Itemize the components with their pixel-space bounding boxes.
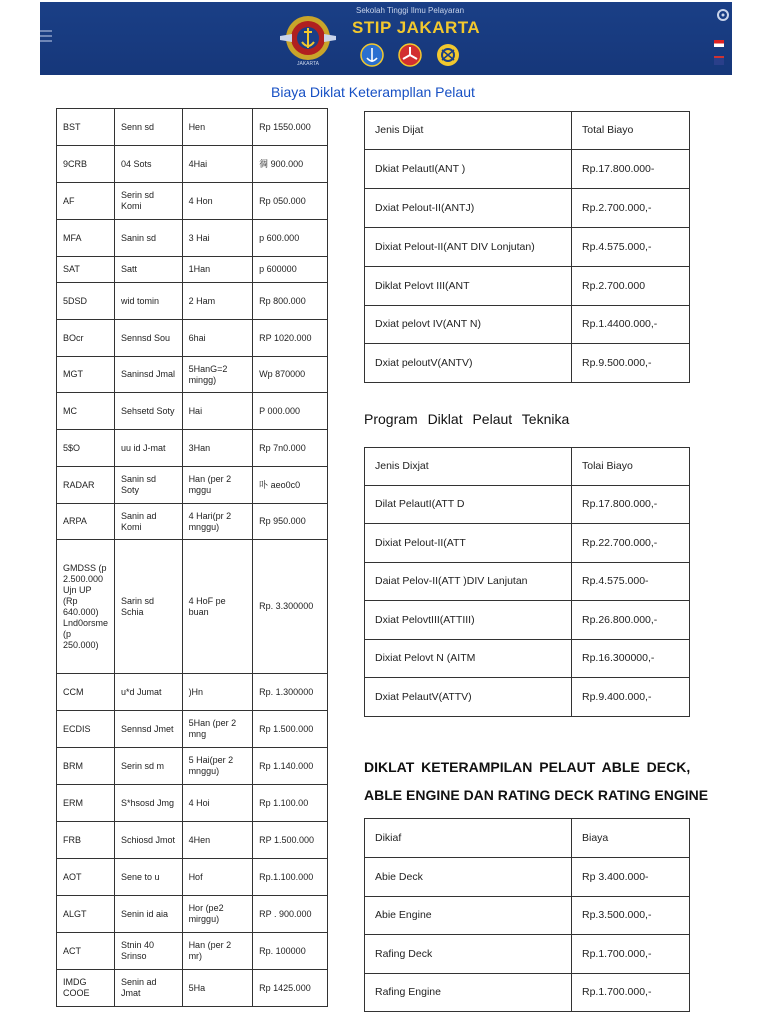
skills-cost-table — [56, 108, 328, 1007]
course-schedule: S*hsosd Jmg — [115, 785, 183, 822]
course-schedule: Sanin sd Soty — [115, 467, 183, 504]
menu-icon[interactable] — [40, 30, 52, 44]
course-code: ERM — [57, 785, 115, 822]
course-schedule: Senin id aia — [115, 896, 183, 933]
course-cost: Rp 950.000 — [253, 504, 328, 540]
course-cost: RP 1020.000 — [253, 320, 328, 357]
course-schedule: Sanin ad Komi — [115, 504, 183, 540]
table-row — [57, 283, 328, 320]
emblem-icon — [278, 8, 338, 68]
department-icons — [358, 42, 478, 68]
course-name: Dilat PelautI(ATT D — [365, 486, 572, 524]
table-row — [365, 601, 690, 640]
course-duration: 4 HoF pe buan — [182, 540, 253, 674]
course-schedule: Sanin sd — [115, 220, 183, 257]
course-cost: Rp 1.140.000 — [253, 748, 328, 785]
table-row — [57, 430, 328, 467]
table-row — [365, 858, 690, 897]
course-code: ALGT — [57, 896, 115, 933]
course-cost: Rp 3.400.000- — [572, 858, 690, 897]
table-row — [365, 897, 690, 935]
course-name: Dxiat peloutV(ANTV) — [365, 344, 572, 383]
course-duration: 4Hen — [182, 822, 253, 859]
course-name: Dxiat PelautV(ATTV) — [365, 678, 572, 717]
section-heading-rating-line1: DIKLAT KETERAMPILAN PELAUT ABLE DECK, — [364, 759, 691, 775]
course-name: Daiat Pelov-II(ATT )DIV Lanjutan — [365, 563, 572, 601]
table-row — [365, 563, 690, 601]
course-name: Dixiat Pelout-II(ANT DIV Lonjutan) — [365, 228, 572, 267]
table-row — [57, 822, 328, 859]
table-row — [365, 974, 690, 1012]
course-name: Abie Deck — [365, 858, 572, 897]
course-cost: Rp.3.500.000,- — [572, 897, 690, 935]
course-schedule: Sarin sd Schia — [115, 540, 183, 674]
course-cost: Rp 800.000 — [253, 283, 328, 320]
table-row — [365, 486, 690, 524]
course-cost: Rp. 100000 — [253, 933, 328, 970]
course-cost: 卟 aeo0c0 — [253, 467, 328, 504]
course-code: MC — [57, 393, 115, 430]
course-duration: 4 Hon — [182, 183, 253, 220]
table-row — [57, 785, 328, 822]
course-code: ARPA — [57, 504, 115, 540]
course-code: BRM — [57, 748, 115, 785]
page-title: Biaya Diklat Keterampllan Pelaut — [271, 84, 475, 100]
course-code: SAT — [57, 257, 115, 283]
table-row — [57, 970, 328, 1007]
course-name: Rafing Engine — [365, 974, 572, 1012]
course-duration: 3Han — [182, 430, 253, 467]
course-cost: Rp 1.100.00 — [253, 785, 328, 822]
course-name: Dixiat Pelovt N (AITM — [365, 640, 572, 678]
course-code: MFA — [57, 220, 115, 257]
course-schedule: Stnin 40 Srinso — [115, 933, 183, 970]
column-header-name: Jenis Dixjat — [365, 448, 572, 486]
table-row — [57, 933, 328, 970]
course-cost: Rp.1.700.000,- — [572, 935, 690, 974]
course-cost: p 600000 — [253, 257, 328, 283]
table-row — [57, 504, 328, 540]
course-code: BOcr — [57, 320, 115, 357]
course-code: 9CRB — [57, 146, 115, 183]
table-row — [57, 467, 328, 504]
course-schedule: Serin sd Komi — [115, 183, 183, 220]
table-row — [365, 678, 690, 717]
table-row — [57, 220, 328, 257]
column-header-cost: Total Biayo — [572, 112, 690, 150]
nautika-cost-table — [364, 111, 690, 383]
table-row — [57, 711, 328, 748]
teknika-cost-table — [364, 447, 690, 717]
course-duration: 5Ha — [182, 970, 253, 1007]
table-row — [57, 257, 328, 283]
course-schedule: Senin ad Jmat — [115, 970, 183, 1007]
table-row — [57, 674, 328, 711]
course-name: Dxiat PelovtIII(ATTIII) — [365, 601, 572, 640]
course-code: AOT — [57, 859, 115, 896]
course-code: 5DSD — [57, 283, 115, 320]
column-header-cost: Biaya — [572, 819, 690, 858]
gear-icon[interactable] — [716, 8, 730, 22]
course-schedule: u*d Jumat — [115, 674, 183, 711]
table-row — [365, 267, 690, 306]
table-row — [365, 306, 690, 344]
course-cost: Rp. 1.300000 — [253, 674, 328, 711]
course-duration: )Hn — [182, 674, 253, 711]
course-code: BST — [57, 109, 115, 146]
course-cost: Rp 7n0.000 — [253, 430, 328, 467]
course-duration: 5Han (per 2 mng — [182, 711, 253, 748]
institution-tagline: Sekolah Tinggi Ilmu Pelayaran — [356, 6, 465, 15]
section-heading-teknika: Program Diklat Pelaut Teknika — [364, 411, 570, 427]
course-duration: 5HanG=2 mingg) — [182, 357, 253, 393]
table-row — [57, 183, 328, 220]
course-schedule: Sennsd Jmet — [115, 711, 183, 748]
course-schedule: Senn sd — [115, 109, 183, 146]
course-cost: p 600.000 — [253, 220, 328, 257]
table-row — [57, 748, 328, 785]
course-cost: Rp.1.4400.000,- — [572, 306, 690, 344]
course-cost: Rp.1.100.000 — [253, 859, 328, 896]
course-cost: Rp.9.400.000,- — [572, 678, 690, 717]
course-cost: Rp 050.000 — [253, 183, 328, 220]
emblem-caption: JAKARTA — [296, 61, 320, 67]
table-row — [365, 344, 690, 383]
course-name: Dxiat pelovt IV(ANT N) — [365, 306, 572, 344]
course-duration: Hen — [182, 109, 253, 146]
course-cost: Rp 1.500.000 — [253, 711, 328, 748]
course-cost: RP . 900.000 — [253, 896, 328, 933]
course-schedule: uu id J-mat — [115, 430, 183, 467]
course-cost: Rp.9.500.000,- — [572, 344, 690, 383]
table-row — [365, 935, 690, 974]
course-name: Diklat Pelovt III(ANT — [365, 267, 572, 306]
course-duration: 6hai — [182, 320, 253, 357]
course-code: FRB — [57, 822, 115, 859]
course-code: IMDG COOE — [57, 970, 115, 1007]
course-schedule: wid tomin — [115, 283, 183, 320]
course-schedule: Saninsd Jmal — [115, 357, 183, 393]
course-code: GMDSS (p 2.500.000 Ujn UP (Rp 640.000) Lnd0orsme (p 250.000) — [57, 540, 115, 674]
table-row — [57, 896, 328, 933]
course-cost: Rp.2.700.000 — [572, 267, 690, 306]
course-code: 5$O — [57, 430, 115, 467]
course-cost: Rp.4.575.000- — [572, 563, 690, 601]
table-row — [57, 859, 328, 896]
table-row — [57, 393, 328, 430]
propeller-icon — [399, 44, 421, 66]
course-cost: Rp.2.700.000,- — [572, 189, 690, 228]
section-heading-rating-line2: ABLE ENGINE DAN RATING DECK RATING ENGINE — [364, 787, 709, 803]
course-cost: Rp 1550.000 — [253, 109, 328, 146]
course-schedule: Serin sd m — [115, 748, 183, 785]
table-row — [365, 524, 690, 563]
header-banner — [40, 2, 732, 75]
anchor-icon — [361, 44, 383, 66]
course-duration: 4 Hari(pr 2 mnggu) — [182, 504, 253, 540]
column-header-name: Jenis Dijat — [365, 112, 572, 150]
course-duration: Han (per 2 mr) — [182, 933, 253, 970]
flag-id-icon[interactable] — [714, 40, 724, 47]
table-row — [57, 357, 328, 393]
course-cost: Rp.22.700.000,- — [572, 524, 690, 563]
course-duration: Hor (pe2 mirggu) — [182, 896, 253, 933]
table-row — [365, 228, 690, 267]
course-cost: Rp.4.575.000,- — [572, 228, 690, 267]
course-duration: 1Han — [182, 257, 253, 283]
course-cost: RP 1.500.000 — [253, 822, 328, 859]
table-row — [57, 146, 328, 183]
table-row — [365, 189, 690, 228]
course-duration: 4Hai — [182, 146, 253, 183]
course-name: Rafing Deck — [365, 935, 572, 974]
column-header-cost: Tolai Biayo — [572, 448, 690, 486]
course-schedule: Satt — [115, 257, 183, 283]
table-row — [365, 150, 690, 189]
course-duration: Hof — [182, 859, 253, 896]
course-schedule: Schiosd Jmot — [115, 822, 183, 859]
table-row — [365, 640, 690, 678]
table-header-row — [365, 112, 690, 150]
table-row — [57, 109, 328, 146]
table-header-row — [365, 819, 690, 858]
course-schedule: 04 Sots — [115, 146, 183, 183]
course-cost: Wp 870000 — [253, 357, 328, 393]
course-cost: Rp. 3.300000 — [253, 540, 328, 674]
course-code: ACT — [57, 933, 115, 970]
course-duration: 4 Hoi — [182, 785, 253, 822]
course-cost: P 000.000 — [253, 393, 328, 430]
course-duration: 2 Ham — [182, 283, 253, 320]
course-cost: Rp.17.800.000,- — [572, 486, 690, 524]
course-duration: 3 Hai — [182, 220, 253, 257]
course-code: AF — [57, 183, 115, 220]
flag-en-icon[interactable] — [714, 56, 724, 65]
course-name: Dxiat Pelout-II(ANTJ) — [365, 189, 572, 228]
course-code: CCM — [57, 674, 115, 711]
course-cost: Rp.17.800.000- — [572, 150, 690, 189]
course-cost: Rp.26.800.000,- — [572, 601, 690, 640]
course-cost: Rp 1425.000 — [253, 970, 328, 1007]
course-code: RADAR — [57, 467, 115, 504]
course-name: Abie Engine — [365, 897, 572, 935]
wheel-icon — [437, 44, 459, 66]
course-duration: Han (per 2 mggu — [182, 467, 253, 504]
course-name: Dixiat Pelout-II(ATT — [365, 524, 572, 563]
brand-name: STIP JAKARTA — [352, 18, 481, 37]
table-header-row — [365, 448, 690, 486]
course-code: MGT — [57, 357, 115, 393]
course-cost: Rp.1.700.000,- — [572, 974, 690, 1012]
course-schedule: Sene to u — [115, 859, 183, 896]
course-duration: 5 Hai(per 2 mnggu) — [182, 748, 253, 785]
table-row — [57, 540, 328, 674]
rating-cost-table — [364, 818, 690, 1012]
course-code: ECDIS — [57, 711, 115, 748]
course-schedule: Sehsetd Soty — [115, 393, 183, 430]
course-cost: Rp.16.300000,- — [572, 640, 690, 678]
table-row — [57, 320, 328, 357]
column-header-name: Dikiaf — [365, 819, 572, 858]
course-name: Dkiat PelautI(ANT ) — [365, 150, 572, 189]
course-duration: Hai — [182, 393, 253, 430]
course-cost: 徟 900.000 — [253, 146, 328, 183]
course-schedule: Sennsd Sou — [115, 320, 183, 357]
